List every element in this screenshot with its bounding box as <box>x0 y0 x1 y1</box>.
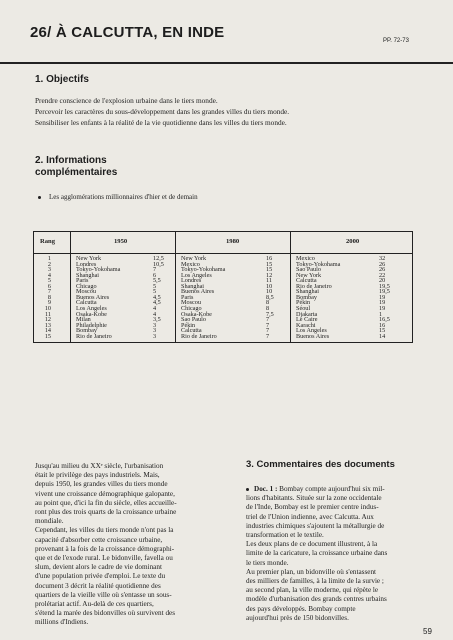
table-cell-city-2000: Shanghai <box>296 288 320 296</box>
table-cell-city-2000: Buenos Aires <box>296 332 330 340</box>
table-cell-pop-1950: 3 <box>153 332 157 340</box>
table-cell-city-1980: Rio de Janeiro <box>181 332 217 340</box>
text-line: modèle d'urbanisation des grands centres urbains <box>246 595 387 604</box>
table-cell-city-1980: New York <box>181 255 207 262</box>
section-commentaires-heading: 3. Commentaires des documents <box>246 459 395 470</box>
text-line: provenant à la fois de la croissance démographi- <box>35 544 175 553</box>
table-cell-city-1950: Moscou <box>76 288 96 296</box>
table-cell-rank-cell: 4 <box>47 271 51 279</box>
table-cell-pop-1980: 12 <box>266 271 273 279</box>
table-divider <box>70 232 71 342</box>
table-cell-city-1980: Shanghai <box>181 282 205 290</box>
table-cell-city-1980: Paris <box>181 293 194 301</box>
table-cell-city-1950: Philadelphie <box>76 321 107 329</box>
table-cell-city-2000: Mexico <box>296 255 315 262</box>
text-line: aujourd'hui près de 150 bidonvilles. <box>246 613 349 622</box>
table-cell-city-1980: Mexico <box>181 260 200 268</box>
table-cell-pop-2000: 22 <box>379 271 386 279</box>
table-cell-pop-1950: 4,5 <box>153 299 161 307</box>
section-informations-heading <box>35 155 117 179</box>
table-cell-pop-1950: 7 <box>153 266 157 274</box>
table-cell-pop-1980: 10 <box>266 288 273 296</box>
table-cell-city-1950: Milan <box>76 316 91 323</box>
table-cell-city-2000: Los Angeles <box>296 327 327 335</box>
table-cell-pop-2000: 16,5 <box>379 316 390 323</box>
table-cell-pop-1980: 8,5 <box>266 293 274 301</box>
text-line: au second plan, la ville moderne, qui répète le <box>246 586 379 595</box>
text-line: Doc. 1 : Bombay compte aujourd'hui six mil- <box>246 485 430 494</box>
table-cell-rank-cell: 1 <box>47 255 51 262</box>
text-line: capacité d'absorber cette croissance urbaine, <box>35 535 163 544</box>
text-line: au point que, d'ici la fin du siècle, elles accueille- <box>35 498 177 507</box>
table-cell-pop-2000: 14 <box>379 332 386 340</box>
heading-line: 2. Informations <box>35 155 107 166</box>
table-cell-pop-1980: 10 <box>266 282 273 290</box>
cities-table <box>33 231 413 343</box>
table-cell-pop-1950: 3 <box>153 321 157 329</box>
table-cell-city-2000: Tokyo-Yokohama <box>296 260 341 268</box>
table-cell-city-1950: Tokyo-Yokohama <box>76 266 121 274</box>
text-line: était le privilège des pays industriels. Mais, <box>35 471 160 480</box>
objective-line: Percevoir les caractères du sous-développement dans les grandes villes du tiers monde. <box>35 107 290 116</box>
text-line: vivent une croissance démographique galopante, <box>35 489 175 498</box>
text-line: document 3 décrit la réalité quotidienne des <box>35 581 161 590</box>
table-cell-pop-1980: 8 <box>266 304 270 312</box>
text-line: slum, devient alors le cadre de vie dominant <box>35 563 162 572</box>
table-cell-city-1950: Bombay <box>76 327 97 335</box>
chapter-header <box>0 0 453 64</box>
text-line: transformation et le textile. <box>246 531 324 540</box>
table-cell-pop-2000: 19 <box>379 304 386 312</box>
table-cell-rank-cell: 14 <box>44 327 51 335</box>
chapter-title: 26/ À CALCUTTA, EN INDE <box>30 24 225 41</box>
text-line: limite de la caricature, la croissance urbaine dans <box>246 549 388 558</box>
table-cell-city-2000: Calcutta <box>296 277 317 285</box>
objective-line: Sensibiliser les enfants à la réalité de la vie quotidienne dans les villes du tiers monde. <box>35 118 287 127</box>
table-cell-pop-2000: 1 <box>379 310 383 318</box>
table-cell-city-1980: Osaka-Kobe <box>181 310 212 318</box>
table-cell-rank-cell: 12 <box>44 316 51 323</box>
table-cell-pop-1980: 7 <box>266 316 270 323</box>
table-cell-city-2000: Rio de Janeiro <box>296 282 332 290</box>
table-header-1950: 1950 <box>114 238 128 245</box>
table-cell-pop-2000: 32 <box>379 255 386 262</box>
table-divider <box>290 232 291 342</box>
table-header-rank: Rang <box>40 238 56 245</box>
table-cell-city-1980: Moscou <box>181 299 201 307</box>
text-line: le tiers monde. <box>246 558 289 567</box>
bullet-dot-icon <box>38 196 41 199</box>
table-cell-city-1980: Calcutta <box>181 327 202 335</box>
page-number: 59 <box>423 627 432 636</box>
table-cell-pop-2000: 26 <box>379 260 386 268</box>
table-cell-rank-cell: 15 <box>44 332 51 340</box>
text-line: s'étend la marée des bidonvilles où survivent des <box>35 609 176 618</box>
table-cell-city-1950: Rio de Janeiro <box>76 332 112 340</box>
table-cell-pop-2000: 16 <box>379 321 386 329</box>
text-line: depuis 1950, les grandes villes du tiers monde <box>35 480 168 489</box>
table-cell-pop-1950: 4 <box>153 310 157 318</box>
table-cell-pop-2000: 19,5 <box>379 282 390 290</box>
table-cell-city-2000: Le Caire <box>296 316 318 323</box>
table-cell-pop-1980: 7 <box>266 332 270 340</box>
bullet-dot-icon <box>246 488 249 491</box>
comments-text <box>246 485 430 623</box>
section-objectifs-heading: 1. Objectifs <box>35 74 89 85</box>
text-line: triel de l'Union indienne, avec Calcutta. Aux <box>246 512 374 521</box>
table-cell-pop-1980: 7 <box>266 321 270 329</box>
text-line: Au premier plan, un bidonville où s'entassent <box>246 567 377 576</box>
table-cell-pop-1980: 16 <box>266 255 273 262</box>
table-cell-city-1950: Buenos Aires <box>76 293 110 301</box>
table-cell-pop-1980: 15 <box>266 260 273 268</box>
text-line: Les deux plans de ce document illustrent, à la <box>246 540 378 549</box>
table-cell-pop-1950: 3 <box>153 327 157 335</box>
text-line: des milliers de familles, à la limite de la survie ; <box>246 577 384 586</box>
table-cell-city-1950: Shanghai <box>76 271 100 279</box>
table-cell-rank-cell: 10 <box>44 304 51 312</box>
table-cell-city-2000: Djakarta <box>296 310 318 318</box>
table-cell-pop-1950: 5,5 <box>153 277 161 285</box>
objective-line: Prendre conscience de l'explosion urbaine dans le tiers monde. <box>35 96 218 105</box>
table-cell-city-2000: Pékin <box>296 299 311 307</box>
table-cell-city-2000: New York <box>296 271 322 279</box>
table-cell-rank-cell: 3 <box>47 266 51 274</box>
table-cell-pop-1950: 12,5 <box>153 255 164 262</box>
text-line: de l'Inde, Bombay est le premier centre indus- <box>246 503 379 512</box>
table-cell-pop-1980: 11 <box>266 277 272 285</box>
table-cell-city-1950: Los Angeles <box>76 304 107 312</box>
table-cell-city-1950: Londres <box>76 260 97 268</box>
text-line: Cependant, les villes du tiers monde n'ont pas la <box>35 526 174 535</box>
page-reference: PP. 72-73 <box>383 38 409 44</box>
table-cell-pop-1950: 4,5 <box>153 293 161 301</box>
table-cell-city-2000: Bombay <box>296 293 317 301</box>
table-cell-pop-1950: 4 <box>153 304 157 312</box>
table-cell-pop-1950: 10,5 <box>153 260 164 268</box>
table-cell-pop-1950: 3,5 <box>153 316 161 323</box>
table-cell-pop-1980: 8 <box>266 299 270 307</box>
table-cell-city-2000: Séoul <box>296 304 311 312</box>
table-cell-pop-2000: 19 <box>379 299 386 307</box>
table-cell-pop-1950: 6 <box>153 271 157 279</box>
table-cell-rank-cell: 11 <box>45 310 51 318</box>
table-cell-city-1980: Buenos Aires <box>181 288 215 296</box>
table-cell-rank-cell: 5 <box>47 277 51 285</box>
table-cell-city-1980: Tokyo-Yokohama <box>181 266 226 274</box>
table-cell-city-1980: Los Angeles <box>181 271 212 279</box>
table-cell-city-1980: Londres <box>181 277 202 285</box>
table-header-2000: 2000 <box>346 238 360 245</box>
text-line: ront plus des trois quarts de la croissance urbaine <box>35 508 177 517</box>
table-cell-city-1980: Pékin <box>181 321 196 329</box>
table-cell-city-1980: Sao Paulo <box>181 316 206 323</box>
table-cell-pop-2000: 20 <box>379 277 386 285</box>
text-line: d'une population privée d'emploi. Le texte du <box>35 572 166 581</box>
table-cell-pop-1980: 15 <box>266 266 273 274</box>
table-cell-city-2000: Sao Paulo <box>296 266 321 274</box>
bullet-item <box>38 193 198 201</box>
heading-line: complémentaires <box>35 167 118 178</box>
table-cell-city-1950: Paris <box>76 277 89 285</box>
text-line: prolétariat actif. Au-delà de ces quartiers, <box>35 600 154 609</box>
text-line: que et de l'exode rural. Le bidonville, favella ou <box>35 554 173 563</box>
doc-label: Doc. 1 : <box>254 485 278 493</box>
table-cell-rank-cell: 2 <box>47 260 51 268</box>
bullet-text: Les agglomérations millionnaires d'hier et de demain <box>49 193 198 201</box>
table-cell-pop-1980: 7 <box>266 327 270 335</box>
text-line: des pays développés. Bombay compte <box>246 604 356 613</box>
table-cell-rank-cell: 9 <box>47 299 51 307</box>
text-line: quartiers de la vieille ville où s'entasse un sous- <box>35 590 172 599</box>
table-cell-city-1950: New York <box>76 255 102 262</box>
text-line: mondiale. <box>35 517 64 526</box>
table-cell-city-1950: Chicago <box>76 282 97 290</box>
table-cell-city-1950: Calcutta <box>76 299 97 307</box>
text-line: lions d'habitants. Située sur la zone occidentale <box>246 494 382 503</box>
table-cell-pop-1950: 5 <box>153 288 157 296</box>
table-cell-rank-cell: 6 <box>47 282 51 290</box>
table-cell-rank-cell: 7 <box>47 288 51 296</box>
table-divider <box>175 232 176 342</box>
table-cell-pop-1980: 7,5 <box>266 310 274 318</box>
text-line: Jusqu'au milieu du XXᵉ siècle, l'urbanisation <box>35 462 164 470</box>
table-cell-city-2000: Karachi <box>296 321 316 329</box>
table-cell-pop-2000: 15 <box>379 327 386 335</box>
table-cell-city-1950: Osaka-Kobe <box>76 310 107 318</box>
table-header-1980: 1980 <box>226 238 240 245</box>
intro-text <box>35 462 228 628</box>
table-cell-pop-1950: 5 <box>153 282 157 290</box>
table-cell-pop-2000: 19 <box>379 293 386 301</box>
table-cell-rank-cell: 8 <box>47 293 51 301</box>
table-cell-rank-cell: 13 <box>44 321 51 329</box>
table-header-divider <box>34 253 412 254</box>
text-line: industries chimiques s'ajoutent la métallurgie de <box>246 521 385 530</box>
text-line: millions d'Indiens. <box>35 618 89 627</box>
table-cell-pop-2000: 26 <box>379 266 386 274</box>
table-cell-pop-2000: 19,5 <box>379 288 390 296</box>
table-cell-city-1980: Chicago <box>181 304 202 312</box>
